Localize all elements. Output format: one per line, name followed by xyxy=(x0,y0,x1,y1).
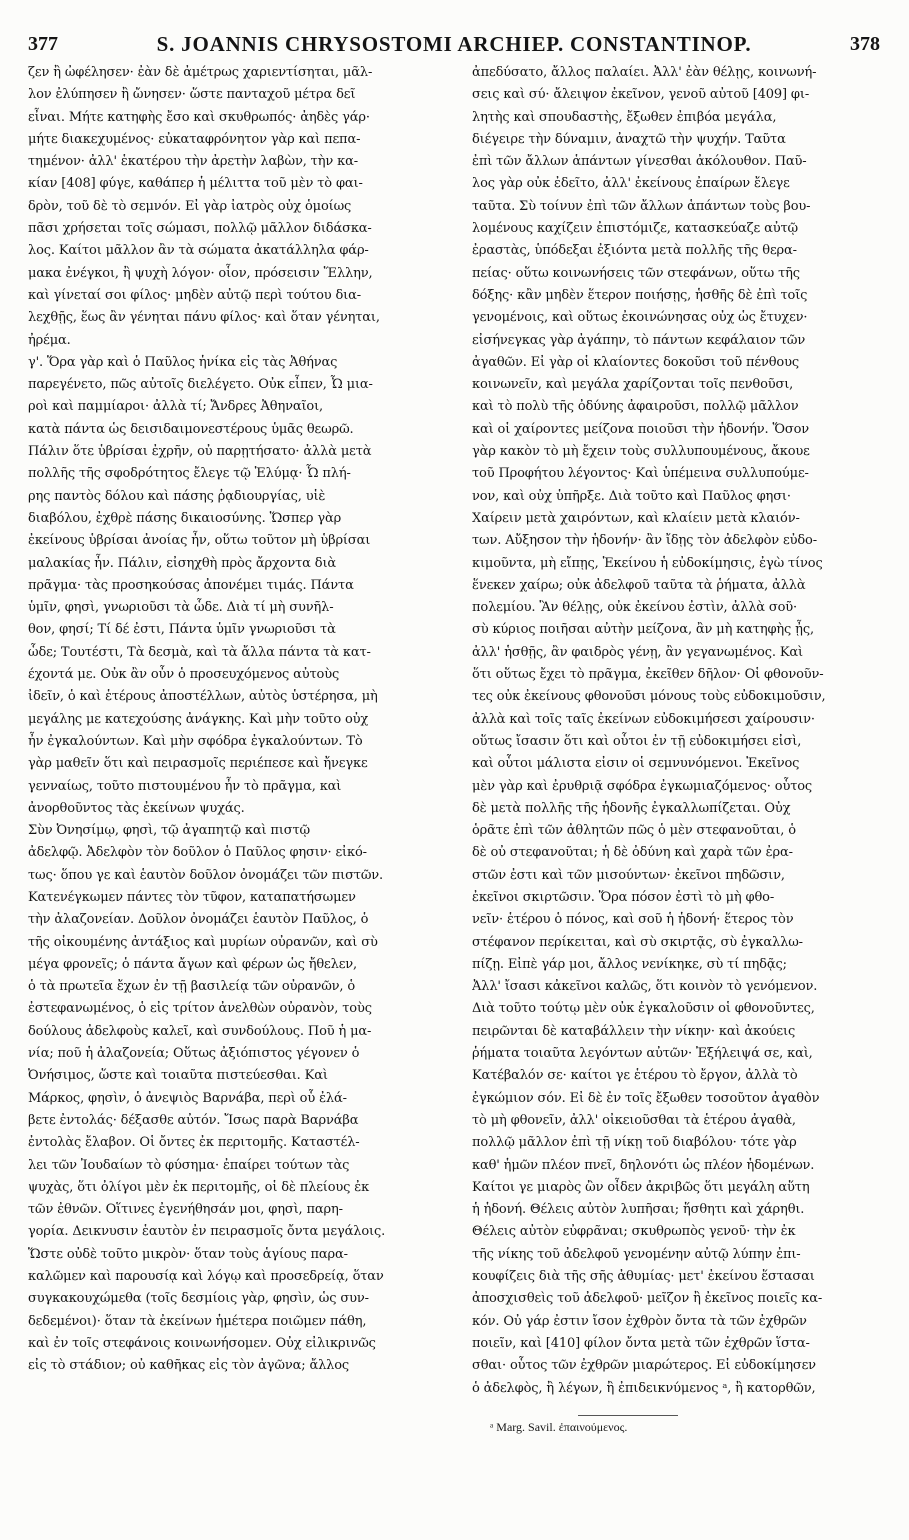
text-line: πολλῆς τῆς σφοδρότητος ἔλεγε τῷ Ἐλύμᾳ· Ὦ πλή- xyxy=(28,466,351,482)
text-line: εἰς τὸ στάδιον; οὐ καθῆκας εἰς τὸν ἀγῶνα; ἄλλος xyxy=(28,1358,350,1374)
text-line: ἐγκώμιον σόν. Εἰ δὲ ἐν τοῖς ἔξωθεν τοσοῦτον ἀγαθὸν xyxy=(472,1090,820,1106)
text-line: Ἀλλ' ἴσασι κἀκεῖνοι καλῶς, ὅτι κοινὸν τὸ γενόμενον. xyxy=(472,979,818,995)
text-line: ἕνεκεν χαίρω; οὐκ ἀδελφοῦ ταῦτα τὰ ῥήματα, ἀλλὰ xyxy=(472,577,806,593)
text-line: μήτε διακεχυμένος· εὐκαταφρόνητον γὰρ καὶ πεπα- xyxy=(28,131,361,147)
text-line: ταῦτα. Σὺ τοίνυν ἐπὶ τῶν ἄλλων ἁπάντων τοὺς βου- xyxy=(472,198,811,214)
text-line: πρᾶγμα· τὰς προσηκούσας ἀπονέμει τιμάς. Πάντα xyxy=(28,577,354,593)
text-line: μακα ἐνέγκοι, ἢ ψυχὴ λόγον· οἷον, πρόσεισιν Ἕλλην, xyxy=(28,265,373,281)
text-line: ἡ ἡδονή. Θέλεις αὐτὸν λυπῆσαι; ἥσθητι καὶ χάρηθι. xyxy=(472,1202,805,1218)
text-line: νία; ποῦ ἡ ἀλαζονεία; Οὕτως ἀξιόπιστος γέγονεν ὁ xyxy=(28,1046,360,1062)
text-line: τημένον· ἀλλ' ἑκατέρου τὴν ἀρετὴν λαβὼν, τὴν κα- xyxy=(28,154,358,170)
text-line: νον, καὶ οὐχ ὑπῆρξε. Διὰ τοῦτο καὶ Παῦλος φησι· xyxy=(472,488,791,504)
text-line: δρὸν, τοῦ δὲ τὸ σεμνόν. Εἰ γὰρ ἰατρὸς οὐχ ὁμοίως xyxy=(28,198,352,214)
text-line: ψυχὰς, ὅτι ὀλίγοι μὲν ἐκ περιτομῆς, οἱ δὲ πλείους ἐκ xyxy=(28,1179,370,1195)
text-line: ζεν ἢ ὠφέλησεν· ἐὰν δὲ ἀμέτρως χαριεντίσηται, μᾶλ- xyxy=(28,65,373,80)
text-line: λεχθῇς, ἕως ἂν γένηται πάνυ φίλος· καὶ ὅταν γένηται, xyxy=(28,310,380,326)
text-line: γὰρ κακὸν τὸ μὴ ἔχειν τοὺς συλλυπουμένους, ἄκουε xyxy=(472,444,810,460)
text-line: γ'. Ὅρα γὰρ καὶ ὁ Παῦλος ἡνίκα εἰς τὰς Ἀθήνας xyxy=(28,354,338,370)
text-line: γορία. Δεικνυσιν ἑαυτὸν ἐν πειρασμοῖς ὄντα μεγάλοις. xyxy=(28,1224,386,1240)
text-line: στῶν ἐστι καὶ τῶν μισούντων· ἐκεῖνοι πηδῶσιν, xyxy=(472,867,785,883)
text-line: λος γὰρ οὐκ ἐδεῖτο, ἀλλ' ἐκείνους ἐπαίρων ἔλεγε xyxy=(472,176,790,192)
text-line: κοινωνεῖν, καὶ μεγάλα χαρίζονται τοῖς πενθοῦσι, xyxy=(472,377,794,393)
text-line: πίζῃ. Εἰπὲ γάρ μοι, ἄλλος νενίκηκε, σὺ τί πηδᾷς; xyxy=(472,956,787,972)
text-line: Χαίρειν μετὰ χαιρόντων, καὶ κλαίειν μετὰ κλαιόν- xyxy=(472,510,800,526)
text-line: ἐστεφανωμένος, ὁ εἰς τρίτον ἀνελθὼν οὐρανὸν, τοὺς xyxy=(28,1001,372,1017)
text-line: διαβόλου, ἐχθρὲ πάσης δικαιοσύνης. Ὥσπερ γὰρ xyxy=(28,510,342,526)
text-line: ἀδελφῷ. Ἀδελφὸν τὸν δοῦλον ὁ Παῦλος φησιν· εἰκό- xyxy=(28,845,367,861)
text-line: συγκακουχώμεθα (τοῖς δεσμίοις γὰρ, φησὶν, ὡς συν- xyxy=(28,1291,369,1307)
text-line: σεις καὶ σύ· ἄλειψον ἐκεῖνον, γενοῦ αὐτοῦ [409] φι- xyxy=(472,87,810,103)
text-line: οὕτως ἴσασιν ὅτι καὶ οὗτοι ἐν τῇ εὐδοκιμήσει εἰσὶ, xyxy=(472,733,802,749)
text-line: δεδεμένοι)· ὅταν τὰ ἐκείνων ἡμέτερα ποιῶμεν πάθη, xyxy=(28,1313,367,1329)
text-line: ἀνορθοῦντος τὰς ἐκείνων ψυχάς. xyxy=(28,800,245,816)
text-line: Μάρκος, φησὶν, ὁ ἀνεψιὸς Βαρνάβα, περὶ οὗ ἐλά- xyxy=(28,1090,347,1106)
text-line: λος. Καίτοι μᾶλλον ἂν τὰ σώματα ἀκατάλληλα φάρ- xyxy=(28,243,369,259)
text-line: ἐραστὰς, ὑπόδεξαι ἐξιόντα μετὰ πολλῆς τῆς θερα- xyxy=(472,243,797,259)
text-line: ὁ ἀδελφὸς, ἢ λέγων, ἢ ἐπιδεικνύμενος ᵃ, ἢ κατορθῶν, xyxy=(472,1380,816,1396)
running-title: S. JOANNIS CHRYSOSTOMI ARCHIEP. CONSTANTINOP. xyxy=(156,31,752,56)
text-line: μεγάλης με κατεχούσης ἀνάγκης. Καὶ μὴν τοῦτο οὐχ xyxy=(28,711,369,727)
text-line: κιμοῦντα, μὴ εἴπῃς, Ἐκείνου ἡ εὐδοκίμησις, ἐγὼ τίνος xyxy=(472,555,823,571)
text-line: πολλῷ μᾶλλον ἐπὶ τῇ νίκῃ τοῦ διαβόλου· τότε γὰρ xyxy=(472,1135,797,1151)
text-line: ὁρᾶτε ἐπὶ τῶν ἀθλητῶν πῶς ὁ μὲν στεφανοῦται, ὁ xyxy=(472,823,796,839)
text-line: ἦν ἐγκαλούντων. Καὶ μὴν σφόδρα ἐγκαλούντων. Τὸ xyxy=(28,733,363,749)
text-line: καὶ τὸ πολὺ τῆς ὀδύνης ἀφαιροῦσι, πολλῷ μᾶλλον xyxy=(472,399,799,415)
text-line: ἀγαθῶν. Εἰ γὰρ οἱ κλαίοντες δοκοῦσι τοῦ πένθους xyxy=(472,354,799,370)
text-line: τὸ μὴ φθονεῖν, ἀλλ' οἰκειοῦσθαι τὰ ἑτέρου ἀγαθὰ, xyxy=(472,1112,796,1128)
text-line: τῆς νίκης τοῦ ἀδελφοῦ γενομένην αὐτῷ λύπην ἐπι- xyxy=(472,1246,801,1262)
text-line: στέφανον περίκειται, καὶ σὺ σκιρτᾷς, σὺ ἐγκαλλω- xyxy=(472,934,803,950)
right-text-column xyxy=(472,62,892,1400)
text-line: καλῶμεν καὶ παρουσίᾳ καὶ λόγῳ καὶ προσεδρείᾳ, ὅταν xyxy=(28,1269,384,1285)
text-line: τως· ὅπου γε καὶ ἑαυτὸν δοῦλον ὀνομάζει τῶν πιστῶν. xyxy=(28,867,384,883)
text-line: λομένους καχίζειν ἐπιστόμιζε, κατασκεύαζε αὐτῷ xyxy=(472,221,798,237)
text-line: ἐπὶ τῶν ἄλλων ἁπάντων γίνεσθαι ἀκόλουθον. Παῦ- xyxy=(472,154,807,170)
text-line: ῥήματα τοιαῦτα λεγόντων αὐτῶν· Ἐξήλειψά σε, καὶ, xyxy=(472,1046,813,1062)
text-line: ἐκεῖνοι σκιρτῶσιν. Ὅρα πόσον ἐστὶ τὸ μὴ φθο- xyxy=(472,889,775,905)
footnote-divider xyxy=(578,1415,678,1416)
footnote: ᵃ Marg. Savil. ἐπαινούμενος. xyxy=(490,1420,628,1434)
text-line: εἰσήνεγκας γὰρ ἀγάπην, τὸ πάντων κεφάλαιον τῶν xyxy=(472,332,806,348)
text-line: κίαν [408] φύγε, καθάπερ ἡ μέλιττα τοῦ μὲν τὸ φαι- xyxy=(28,176,363,192)
text-line: ροὶ καὶ παμμίαροι· ἀλλὰ τί; Ἄνδρες Ἀθηναῖοι, xyxy=(28,399,324,415)
text-line: δόξης· κἂν μηδὲν ἕτερον ποιήσῃς, ἡσθῆς δὲ ἐπὶ τοῖς xyxy=(472,287,808,303)
text-line: καὶ οἱ χαίροντες μείζονα ποιοῦσι τὴν ἡδονήν. Ὅσον xyxy=(472,421,810,437)
text-line: δὲ μετὰ πολλῆς τῆς ἡδονῆς ἐγκαλλωπίζεται. Οὐχ xyxy=(472,800,791,816)
text-line: ἰδεῖν, ὁ καὶ ἑτέρους ἀποστέλλων, αὐτὸς ὑστέρησα, μὴ xyxy=(28,689,378,705)
text-line: Ὀνήσιμος, ὥστε καὶ τοιαῦτα πιστεύεσθαι. Καὶ xyxy=(28,1068,328,1084)
text-line: ρης παντὸς δόλου καὶ πάσης ῥᾳδιουργίας, υἱὲ xyxy=(28,488,326,504)
text-line: πᾶσι χρήσεται τοῖς σώμασι, πολλῷ μᾶλλον διδάσκα- xyxy=(28,221,372,237)
text-line: Κατενέγκωμεν πάντες τὸν τῦφον, καταπατήσωμεν xyxy=(28,889,356,905)
running-header xyxy=(28,30,880,58)
text-line: τὴν ἀλαζονείαν. Δοῦλον ὀνομάζει ἑαυτὸν Παῦλος, ὁ xyxy=(28,912,369,928)
text-line: Πάλιν ὅτε ὑβρίσαι ἐχρῆν, οὐ παρῃτήσατο· ἀλλὰ μετὰ xyxy=(28,444,372,460)
text-line: καὶ ἐν τοῖς στεφάνοις κοινωνήσομεν. Οὐχ εἰλικρινῶς xyxy=(28,1335,376,1351)
text-line: λον ἐλύπησεν ἢ ὤνησεν· ὥστε πανταχοῦ μέτρα δεῖ xyxy=(28,87,356,103)
text-line: λητὴς καὶ σπουδαστὴς, ἔξωθεν ἐπιβόα μεγάλα, xyxy=(472,109,777,125)
text-line: τῶν ἐθνῶν. Οἵτινες ἐγενήθησάν μοι, φησὶ, παρη- xyxy=(28,1202,343,1218)
text-line: ἠρέμα. xyxy=(28,332,71,348)
text-line: ἐκείνους ὑβρίσαι ἀνοίας ἦν, οὕτω τοῦτον μὴ ὑβρίσαι xyxy=(28,533,371,549)
text-line: βετε ἐντολάς· δέξασθε αὐτόν. Ἴσως παρὰ Βαρνάβα xyxy=(28,1112,359,1128)
left-page-number: 377 xyxy=(28,32,58,55)
text-line: ὑμῖν, φησὶ, γνωριοῦσι τὰ ὧδε. Διὰ τί μὴ συνῆλ- xyxy=(28,600,334,616)
text-line: Σὺν Ὀνησίμῳ, φησὶ, τῷ ἀγαπητῷ καὶ πιστῷ xyxy=(28,823,310,839)
text-line: θον, φησί; Τί δέ ἐστι, Πάντα ὑμῖν γνωριοῦσι τὰ xyxy=(28,622,336,638)
text-line: Θέλεις αὐτὸν εὐφρᾶναι; σκυθρωπὸς γενοῦ· τὴν ἐκ xyxy=(472,1224,796,1240)
text-line: τῆς οἰκουμένης ἀντάξιος καὶ μυρίων οὐρανῶν, καὶ σὺ xyxy=(28,934,378,950)
text-line: σθαι· οὗτος τῶν ἐχθρῶν μιαρώτερος. Εἰ εὐδοκίμησεν xyxy=(472,1358,816,1374)
text-line: Διὰ τοῦτο τούτῳ μὲν οὐκ ἐγκαλοῦσιν οἱ φθονοῦντες, xyxy=(472,1001,815,1017)
text-line: εἶναι. Μήτε κατηφὴς ἔσο καὶ σκυθρωπός· ἀηδὲς γάρ· xyxy=(28,109,370,125)
text-line: γὰρ μαθεῖν ὅτι καὶ πειρασμοῖς περιέπεσε καὶ ἤνεγκε xyxy=(28,756,368,772)
text-line: κόν. Οὐ γάρ ἐστιν ἴσον ἐχθρὸν ὄντα τὰ τῶν ἐχθρῶν xyxy=(472,1313,807,1329)
text-line: καθ' ἡμῶν πλέον πνεῖ, δηλονότι ὡς πλέον ἡδομένων. xyxy=(472,1157,815,1173)
text-line: τες οὐκ ἐκείνους φθονοῦσι μόνους τοὺς εὐδοκιμοῦσιν, xyxy=(472,689,826,705)
text-line: Ὥστε οὐδὲ τοῦτο μικρὸν· ὅταν τοὺς ἁγίους παρα- xyxy=(28,1246,348,1262)
text-line: μὲν γὰρ καὶ ἐρυθριᾷ σφόδρα ἐγκωμιαζόμενος· οὗτος xyxy=(472,778,813,794)
text-line: λει τῶν Ἰουδαίων τὸ φύσημα· ἐπαίρει τούτων τὰς xyxy=(28,1157,350,1173)
left-text-column xyxy=(28,62,448,1378)
text-line: κουφίζεις διὰ τῆς σῆς ἀθυμίας· μετ' ἐκείνου ἕστασαι xyxy=(472,1269,815,1285)
text-line: μέγα φρονεῖς; ὁ πάντα ἄγων καὶ φέρων ὡς ἤθελεν, xyxy=(28,956,358,972)
text-line: ἀλλὰ καὶ τοῖς ταῖς ἐκείνων εὐδοκιμήσεσι χαίρουσιν· xyxy=(472,711,815,727)
text-line: καὶ οὗτοι μάλιστα εἰσιν οἱ σεμνυνόμενοι. Ἐκεῖνος xyxy=(472,756,800,772)
text-line: μαλακίας ἦν. Πάλιν, εἰσηχθὴ πρὸς ἄρχοντα διὰ xyxy=(28,555,337,571)
text-line: τοῦ Προφήτου λέγοντος· Καὶ ὑπέμεινα συλλυπούμε- xyxy=(472,466,809,482)
text-line: πειρῶνται δὲ καταβάλλειν τὴν νίκην· καὶ ἀκούεις xyxy=(472,1023,796,1039)
text-line: ἀποσχισθεὶς τοῦ ἀδελφοῦ· μεῖζον ἢ ἐκεῖνος ποιεῖς κα- xyxy=(472,1291,823,1307)
text-line: διέγειρε τὴν δύναμιν, ἀναχτῶ τὴν ψυχήν. Ταῦτα xyxy=(472,131,786,147)
text-line: πολεμίου. Ἂν θέλῃς, οὐκ ἐκείνου ἐστὶν, ἀλλὰ σοῦ· xyxy=(472,600,798,616)
text-line: ἐντολὰς ἔλαβον. Οἱ ὄντες ἐκ περιτομῆς. Καταστέλ- xyxy=(28,1135,360,1151)
text-line: πείας· οὕτω κοινωνήσεις τῶν στεφάνων, οὕτω τῆς xyxy=(472,265,800,281)
text-line: ὧδε; Τουτέστι, Τὰ δεσμὰ, καὶ τὰ ἄλλα πάντα τὰ κατ- xyxy=(28,644,371,660)
text-line: παρεγένετο, πῶς αὐτοῖς διελέγετο. Οὐκ εἶπεν, Ὦ μια- xyxy=(28,377,373,393)
text-line: ἀλλ' ἡσθῇς, ἂν φαιδρὸς γένῃ, ἂν γεγανωμένος. Καὶ xyxy=(472,644,803,660)
text-line: γενομένοις, καὶ οὕτως ἐκοινώνησας οὐχ ὡς ἔτυχεν· xyxy=(472,310,808,326)
text-line: σὺ κύριος ποιῆσαι αὐτὴν μείζονα, ἂν μὴ κατηφὴς ᾖς, xyxy=(472,622,814,638)
text-line: έχοντά με. Οὐκ ἂν οὖν ὁ προσευχόμενος αὐτοὺς xyxy=(28,667,340,683)
text-line: καὶ γίνεταί σοι φίλος· μηδὲν αὐτῷ περὶ τούτου δια- xyxy=(28,287,361,303)
text-line: κατὰ πάντα ὡς δεισιδαιμονεστέρους ὑμᾶς θεωρῶ. xyxy=(28,421,354,437)
text-line: ἀπεδύσατο, ἄλλος παλαίει. Ἀλλ' ἐὰν θέλῃς, κοινωνή- xyxy=(472,65,817,80)
text-line: των. Αὔξησον τὴν ἡδονήν· ἂν ἴδῃς τὸν ἀδελφὸν εὐδο- xyxy=(472,533,817,549)
text-line: ποιεῖν, καὶ [410] φίλον ὄντα μετὰ τῶν ἐχθρῶν ἵστα- xyxy=(472,1335,810,1351)
text-line: δὲ οὐ στεφανοῦται; ἡ δὲ ὀδύνη καὶ χαρὰ τῶν ἐρα- xyxy=(472,845,793,861)
text-line: ὅτι οὕτως ἔχει τὸ πρᾶγμα, ἐκεῖθεν δῆλον· Οἱ φθονοῦν- xyxy=(472,667,824,683)
text-line: ὁ τὰ πρωτεῖα ἔχων ἐν τῇ βασιλείᾳ τῶν οὐρανῶν, ὁ xyxy=(28,979,356,995)
text-line: γενναίως, τοῦτο πιστουμένου ἦν τὸ πρᾶγμα, καὶ xyxy=(28,778,342,794)
right-page-number: 378 xyxy=(850,32,880,55)
text-line: νεῖν· ἑτέρου ὁ πόνος, καὶ σοῦ ἡ ἡδονή· ἕτερος τὸν xyxy=(472,912,794,928)
text-line: δούλους ἀδελφοὺς καλεῖ, καὶ συνδούλους. Ποῦ ἡ μα- xyxy=(28,1023,372,1039)
text-line: Καίτοι γε μιαρὸς ὢν οἶδεν ἀκριβῶς ὅτι μεγάλη αὕτη xyxy=(472,1179,810,1195)
text-line: Κατέβαλόν σε· καίτοι γε ἑτέρου τὸ ἔργον, ἀλλὰ τὸ xyxy=(472,1068,798,1084)
